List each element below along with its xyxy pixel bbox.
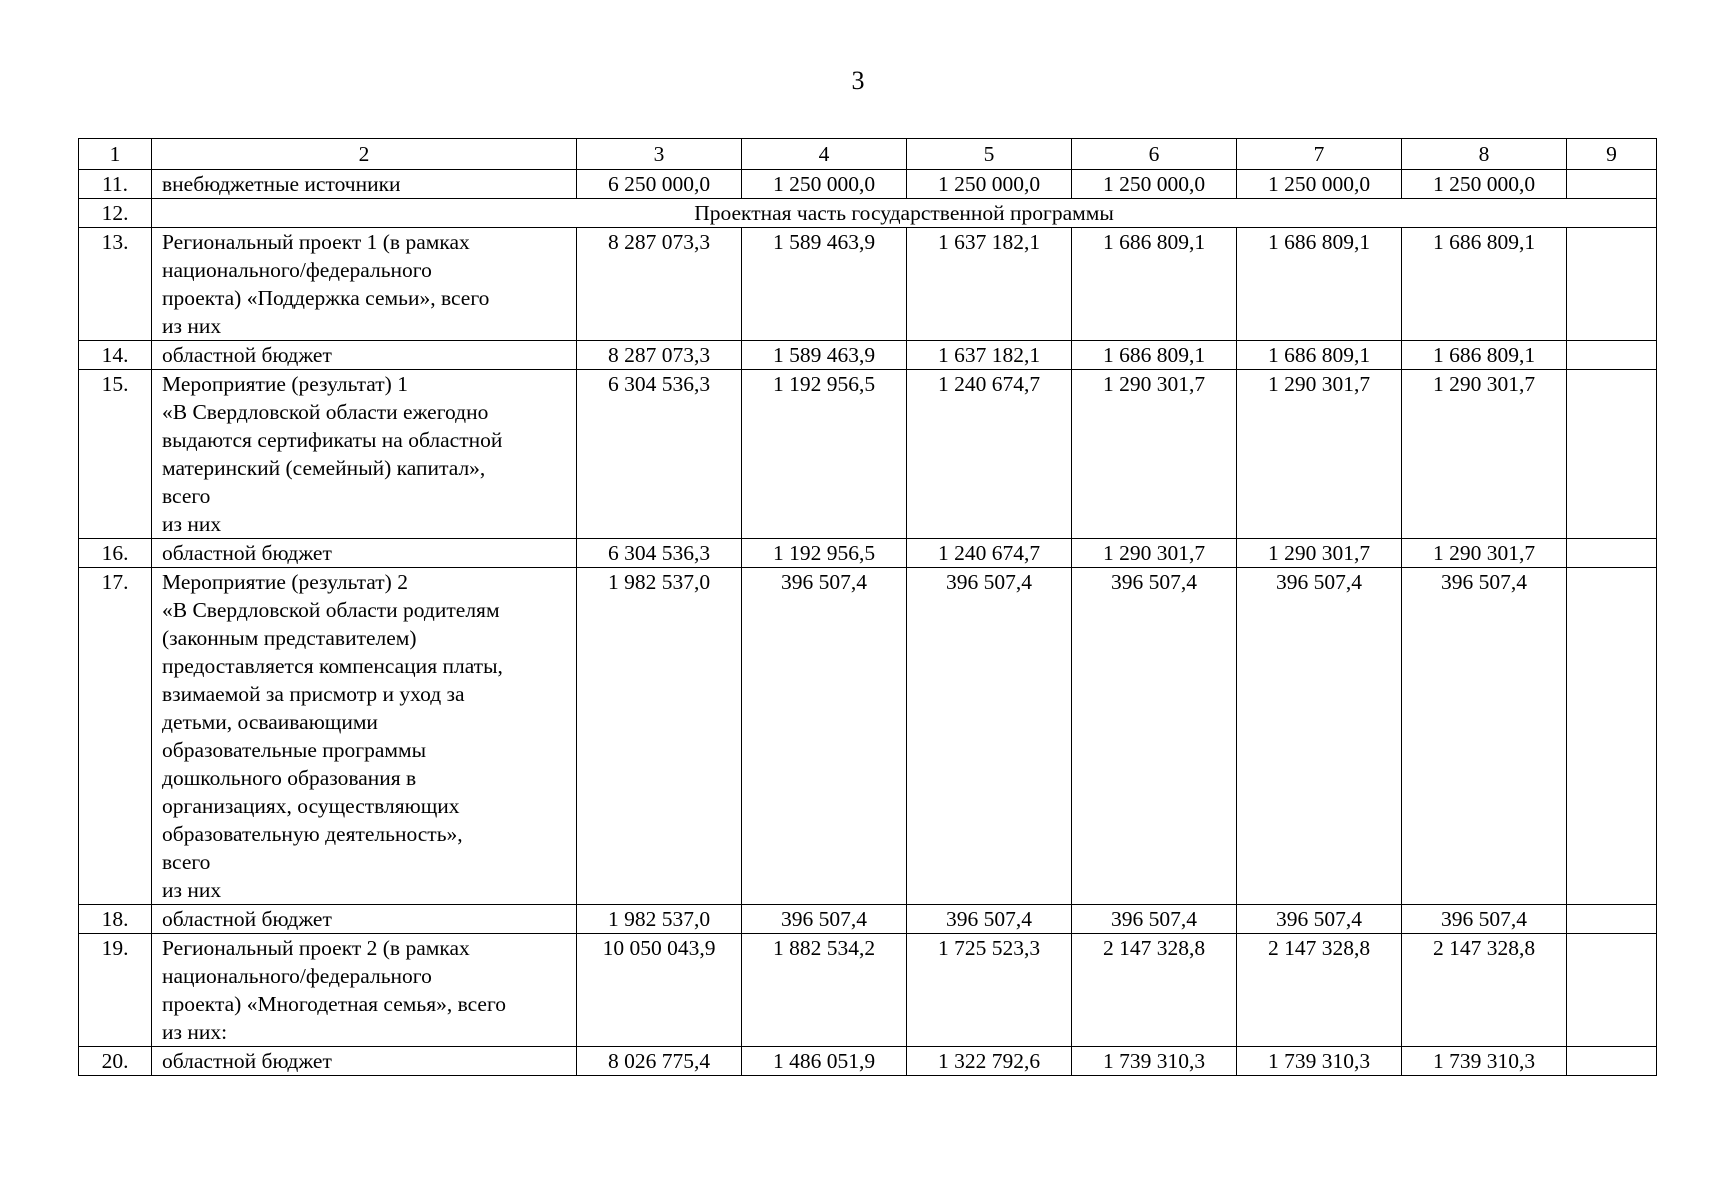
value-cell-col-6: 1 739 310,3 <box>1072 1047 1237 1076</box>
row-label-line: всего <box>162 484 211 508</box>
row-label-line: национального/федерального <box>162 964 432 988</box>
value-cell-col-3: 6 304 536,3 <box>577 370 742 539</box>
value-cell-col-9 <box>1567 539 1657 568</box>
value-cell-col-7: 1 739 310,3 <box>1237 1047 1402 1076</box>
row-label-line: областной бюджет <box>162 1049 332 1073</box>
table-row <box>79 1047 1657 1076</box>
value-cell-col-7: 396 507,4 <box>1237 568 1402 905</box>
row-number: 13. <box>79 228 152 341</box>
table-row <box>79 228 1657 341</box>
row-number: 15. <box>79 370 152 539</box>
value-cell-col-7: 1 686 809,1 <box>1237 228 1402 341</box>
header-cell-3: 3 <box>577 139 742 170</box>
row-number: 19. <box>79 934 152 1047</box>
value-cell-col-7: 396 507,4 <box>1237 905 1402 934</box>
row-label-line: Мероприятие (результат) 1 <box>162 372 408 396</box>
value-cell-col-5: 1 250 000,0 <box>907 170 1072 199</box>
row-label <box>152 1047 577 1076</box>
value-cell-col-6: 1 290 301,7 <box>1072 539 1237 568</box>
row-label <box>152 539 577 568</box>
value-cell-col-9 <box>1567 170 1657 199</box>
value-cell-col-9 <box>1567 228 1657 341</box>
row-label-line: из них <box>162 878 222 902</box>
value-cell-col-3: 8 026 775,4 <box>577 1047 742 1076</box>
row-label <box>152 170 577 199</box>
row-number: 12. <box>79 199 152 228</box>
value-cell-col-5: 1 637 182,1 <box>907 228 1072 341</box>
header-cell-5: 5 <box>907 139 1072 170</box>
value-cell-col-8: 1 290 301,7 <box>1402 539 1567 568</box>
row-label-line: всего <box>162 850 211 874</box>
value-cell-col-9 <box>1567 341 1657 370</box>
row-label-line: Региональный проект 1 (в рамках <box>162 230 470 254</box>
row-label-line: выдаются сертификаты на областной <box>162 428 503 452</box>
row-number: 14. <box>79 341 152 370</box>
value-cell-col-5: 1 240 674,7 <box>907 370 1072 539</box>
value-cell-col-3: 8 287 073,3 <box>577 228 742 341</box>
value-cell-col-3: 1 982 537,0 <box>577 568 742 905</box>
row-label <box>152 228 577 341</box>
row-label-line: из них: <box>162 1020 228 1044</box>
value-cell-col-3: 6 304 536,3 <box>577 539 742 568</box>
value-cell-col-9 <box>1567 1047 1657 1076</box>
table-row <box>79 199 1657 228</box>
value-cell-col-3: 8 287 073,3 <box>577 341 742 370</box>
row-label-line: «В Свердловской области родителям <box>162 598 500 622</box>
value-cell-col-4: 1 589 463,9 <box>742 341 907 370</box>
row-label-line: (законным представителем) <box>162 626 417 650</box>
value-cell-col-7: 1 290 301,7 <box>1237 370 1402 539</box>
table-header-row <box>79 139 1657 170</box>
value-cell-col-5: 396 507,4 <box>907 905 1072 934</box>
value-cell-col-3: 1 982 537,0 <box>577 905 742 934</box>
header-cell-2: 2 <box>152 139 577 170</box>
value-cell-col-6: 1 686 809,1 <box>1072 341 1237 370</box>
row-label-line: проекта) «Многодетная семья», всего <box>162 992 506 1016</box>
value-cell-col-4: 1 192 956,5 <box>742 539 907 568</box>
value-cell-col-7: 1 290 301,7 <box>1237 539 1402 568</box>
value-cell-col-8: 1 250 000,0 <box>1402 170 1567 199</box>
row-number: 20. <box>79 1047 152 1076</box>
row-number: 11. <box>79 170 152 199</box>
table-row <box>79 539 1657 568</box>
value-cell-col-5: 1 322 792,6 <box>907 1047 1072 1076</box>
header-cell-1: 1 <box>79 139 152 170</box>
value-cell-col-5: 1 240 674,7 <box>907 539 1072 568</box>
value-cell-col-4: 396 507,4 <box>742 905 907 934</box>
value-cell-col-6: 1 250 000,0 <box>1072 170 1237 199</box>
row-label-line: Мероприятие (результат) 2 <box>162 570 408 594</box>
table-row <box>79 934 1657 1047</box>
value-cell-col-9 <box>1567 370 1657 539</box>
row-label-line: взимаемой за присмотр и уход за <box>162 682 465 706</box>
value-cell-col-8: 2 147 328,8 <box>1402 934 1567 1047</box>
row-label-line: организациях, осуществляющих <box>162 794 460 818</box>
value-cell-col-4: 1 192 956,5 <box>742 370 907 539</box>
page-number: 3 <box>851 66 865 95</box>
row-label <box>152 370 577 539</box>
table-row <box>79 170 1657 199</box>
value-cell-col-5: 396 507,4 <box>907 568 1072 905</box>
value-cell-col-8: 1 739 310,3 <box>1402 1047 1567 1076</box>
value-cell-col-3: 6 250 000,0 <box>577 170 742 199</box>
row-label-line: материнский (семейный) капитал», <box>162 456 486 480</box>
value-cell-col-8: 396 507,4 <box>1402 568 1567 905</box>
budget-table <box>78 138 1657 1076</box>
value-cell-col-6: 1 290 301,7 <box>1072 370 1237 539</box>
value-cell-col-6: 1 686 809,1 <box>1072 228 1237 341</box>
row-label-line: областной бюджет <box>162 343 332 367</box>
value-cell-col-6: 2 147 328,8 <box>1072 934 1237 1047</box>
row-label-line: из них <box>162 512 222 536</box>
row-number: 16. <box>79 539 152 568</box>
value-cell-col-5: 1 637 182,1 <box>907 341 1072 370</box>
row-label-line: областной бюджет <box>162 907 332 931</box>
value-cell-col-5: 1 725 523,3 <box>907 934 1072 1047</box>
table-row <box>79 905 1657 934</box>
value-cell-col-6: 396 507,4 <box>1072 905 1237 934</box>
row-label <box>152 341 577 370</box>
header-cell-8: 8 <box>1402 139 1567 170</box>
value-cell-col-9 <box>1567 934 1657 1047</box>
row-label <box>152 934 577 1047</box>
value-cell-col-4: 1 589 463,9 <box>742 228 907 341</box>
row-label-line: предоставляется компенсация платы, <box>162 654 503 678</box>
row-label-line: внебюджетные источники <box>162 172 401 196</box>
value-cell-col-9 <box>1567 568 1657 905</box>
row-label-line: Региональный проект 2 (в рамках <box>162 936 470 960</box>
value-cell-col-3: 10 050 043,9 <box>577 934 742 1047</box>
value-cell-col-4: 1 882 534,2 <box>742 934 907 1047</box>
row-label-line: из них <box>162 314 222 338</box>
value-cell-col-4: 1 486 051,9 <box>742 1047 907 1076</box>
header-cell-4: 4 <box>742 139 907 170</box>
header-cell-6: 6 <box>1072 139 1237 170</box>
row-label <box>152 905 577 934</box>
row-label-line: национального/федерального <box>162 258 432 282</box>
table-row <box>79 370 1657 539</box>
row-label-line: образовательные программы <box>162 738 427 762</box>
table-row <box>79 341 1657 370</box>
value-cell-col-8: 396 507,4 <box>1402 905 1567 934</box>
value-cell-col-4: 396 507,4 <box>742 568 907 905</box>
value-cell-col-8: 1 686 809,1 <box>1402 341 1567 370</box>
value-cell-col-9 <box>1567 905 1657 934</box>
value-cell-col-4: 1 250 000,0 <box>742 170 907 199</box>
header-cell-9: 9 <box>1567 139 1657 170</box>
row-label <box>152 568 577 905</box>
value-cell-col-7: 2 147 328,8 <box>1237 934 1402 1047</box>
row-label-line: проекта) «Поддержка семьи», всего <box>162 286 490 310</box>
value-cell-col-6: 396 507,4 <box>1072 568 1237 905</box>
row-label-line: «В Свердловской области ежегодно <box>162 400 489 424</box>
row-label-line: областной бюджет <box>162 541 332 565</box>
row-label-line: детьми, осваивающими <box>162 710 378 734</box>
header-cell-7: 7 <box>1237 139 1402 170</box>
table-body <box>79 139 1657 1076</box>
value-cell-col-8: 1 686 809,1 <box>1402 228 1567 341</box>
value-cell-col-8: 1 290 301,7 <box>1402 370 1567 539</box>
row-number: 18. <box>79 905 152 934</box>
section-title: Проектная часть государственной программы <box>152 199 1657 228</box>
row-label-line: образовательную деятельность», <box>162 822 463 846</box>
row-label-line: дошкольного образования в <box>162 766 417 790</box>
row-number: 17. <box>79 568 152 905</box>
value-cell-col-7: 1 686 809,1 <box>1237 341 1402 370</box>
table-row <box>79 568 1657 905</box>
value-cell-col-7: 1 250 000,0 <box>1237 170 1402 199</box>
